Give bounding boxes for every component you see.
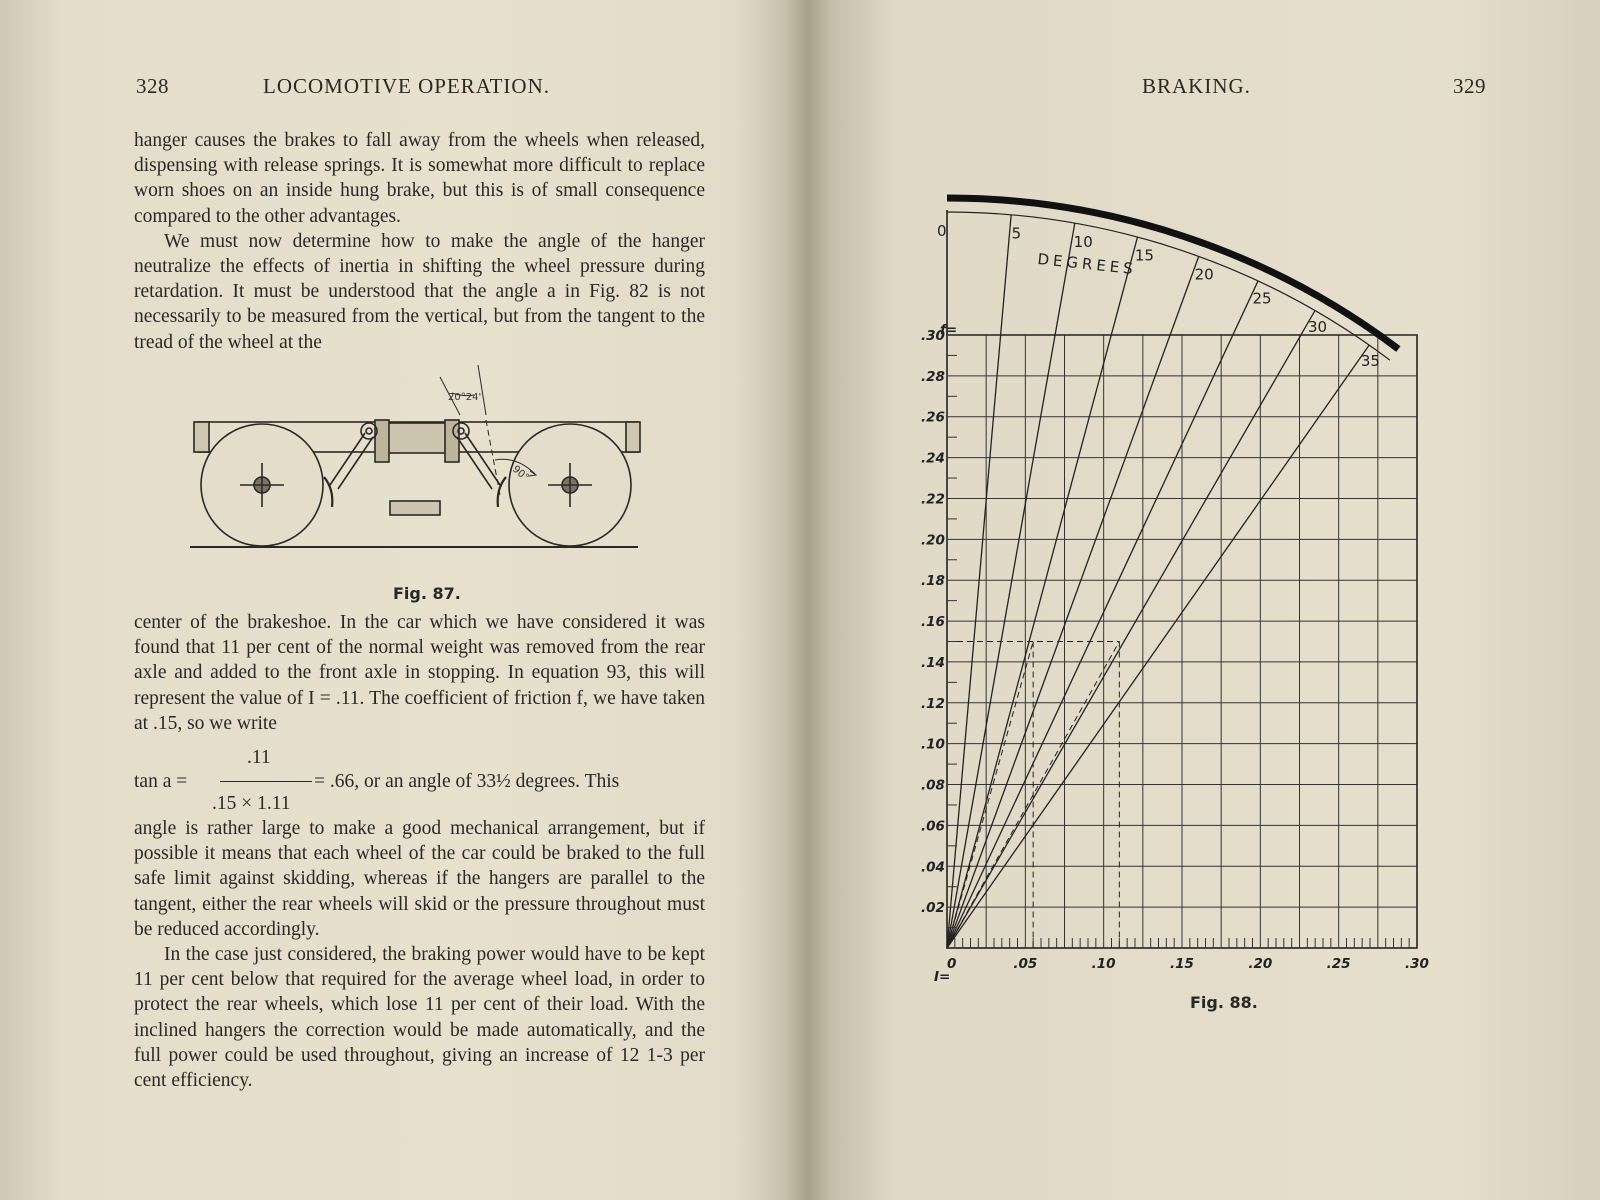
degree-label: 30: [1308, 318, 1328, 337]
running-head-right: BRAKING.: [1142, 74, 1251, 98]
x-tick-label: .20: [1248, 956, 1273, 972]
fraction-bar: [220, 781, 312, 782]
y-tick-label: .24: [921, 450, 945, 467]
y-tick-label: .22: [921, 491, 945, 508]
figure-87: [190, 365, 660, 565]
x-tick-label: .25: [1326, 956, 1351, 972]
x-tick-label: .05: [1013, 956, 1038, 972]
y-tick-label: .10: [921, 736, 945, 753]
paragraph: hanger causes the brakes to fall away from the wheels when released, dispensing with release springs. It is somewhat more difficult to replace worn shoes on an inside hung brake, but this is of small consequence compared to the other advantages.: [134, 130, 705, 227]
figure-88: [910, 180, 1470, 1000]
paragraph: center of the brakeshoe. In the car which we have considered it was found that 11 per cent of the normal weight was removed from the rear axle and added to the front axle in stopping. In equation 93, this will represent the value of I = .11. The coefficient of friction f, we have taken at .15, so we write: [134, 612, 705, 734]
x-tick-label: 0: [947, 956, 957, 972]
y-axis-title: f=: [940, 322, 958, 338]
degree-label: 35: [1360, 351, 1380, 370]
paragraph: In the case just considered, the braking power would have to be kept 11 per cent below that required for the average wheel load, in order to protect the rear wheels, which lose 11 per cent of their load. With the inclined hangers the correction would be made automatically, and the full power could be used throughout, giving an increase of 12 1-3 per cent efficiency.: [134, 944, 705, 1092]
angle-line-10: [947, 223, 1075, 948]
equation: [134, 747, 705, 817]
figure-87-drawing: [190, 365, 660, 565]
figure-88-chart: [910, 180, 1470, 1000]
right-page: [800, 0, 1600, 1200]
x-tick-label: .30: [1405, 956, 1429, 972]
degree-label: 20: [1194, 265, 1214, 284]
angle-label: 20°24': [448, 392, 482, 403]
equation-numerator: .11: [247, 747, 271, 768]
text-block-bottom: [134, 816, 705, 1093]
page-number-left: 328: [136, 74, 169, 98]
text-block-top: [134, 128, 705, 355]
equation-lhs: tan a =: [134, 771, 188, 792]
page-number-right: 329: [1453, 74, 1486, 98]
angle-line-35: [947, 345, 1369, 948]
y-tick-label: .14: [921, 654, 945, 671]
degree-label: 25: [1252, 289, 1272, 308]
angle-line-30: [947, 311, 1315, 948]
running-head-left: LOCOMOTIVE OPERATION.: [263, 74, 550, 98]
figure-87-caption: Fig. 87.: [393, 584, 461, 603]
y-tick-label: .26: [921, 409, 945, 426]
angle-line-15: [947, 237, 1137, 948]
y-tick-label: .28: [921, 368, 945, 385]
right-angle-label: 90°: [510, 463, 531, 484]
y-tick-label: .30: [921, 328, 945, 344]
y-tick-label: .02: [921, 900, 945, 917]
degree-label: 15: [1134, 246, 1154, 265]
angle-line-20: [947, 256, 1199, 948]
degree-label: 0: [937, 222, 947, 240]
paragraph: angle is rather large to make a good mechanical arrangement, but if possible it means that each wheel of the car could be braked to the full safe limit against skidding, whereas if the hangers are parallel to the tangent, either the rear wheels will skid or the pressure throughout must be reduced accordingly.: [134, 818, 705, 940]
y-tick-label: .20: [921, 532, 945, 549]
arc-word-label: DEGREES: [1036, 249, 1138, 279]
equation-denominator: .15 × 1.11: [212, 793, 291, 814]
y-tick-label: .16: [921, 614, 945, 631]
angle-line-25: [947, 281, 1258, 948]
y-tick-label: .08: [921, 777, 945, 794]
degree-label: 5: [1011, 224, 1022, 243]
y-tick-label: .12: [921, 695, 945, 712]
y-tick-label: .06: [921, 818, 945, 835]
y-tick-label: .04: [921, 859, 945, 876]
x-tick-label: .15: [1170, 956, 1194, 972]
left-page: [0, 0, 790, 1200]
degree-label: 10: [1073, 232, 1093, 251]
text-block-middle: [134, 610, 705, 736]
y-tick-label: .18: [921, 573, 945, 590]
paragraph: We must now determine how to make the angle of the hanger neutralize the effects of inertia in shifting the wheel pressure during retardation. It must be understood that the angle a in Fig. 82 is not necessarily to be measured from the vertical, but from the tangent to the tread of the wheel at the: [134, 230, 705, 353]
equation-rhs: = .66, or an angle of 33½ degrees. This: [314, 771, 620, 792]
x-tick-label: .10: [1091, 956, 1116, 972]
figure-88-caption: Fig. 88.: [1190, 993, 1258, 1012]
x-axis-title: I=: [934, 969, 951, 985]
